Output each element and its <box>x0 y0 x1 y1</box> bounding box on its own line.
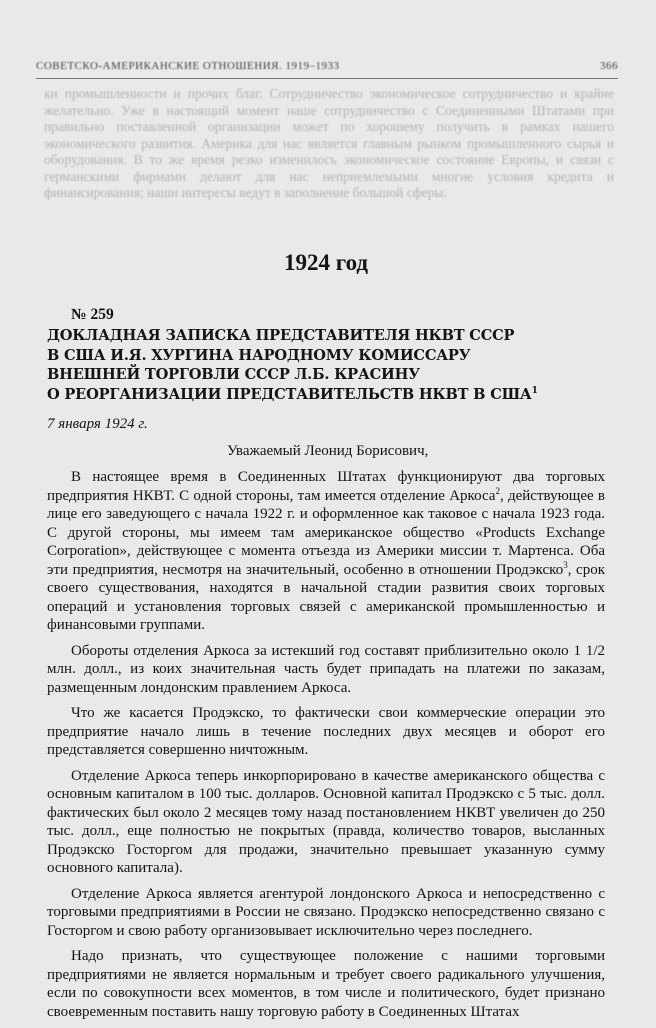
page-number: 366 <box>600 60 618 72</box>
document-title-line: В США И.Я. ХУРГИНА НАРОДНОМУ КОМИССАРУ <box>47 346 471 364</box>
paragraph: Отделение Аркоса теперь инкорпорировано в качестве американского общества с основным капиталом в 100 тыс. долларов. Основной капитал Продэкско с 5 тыс. долл. фактических был около 2 месяцев тому назад постановлением НКВТ увеличен до 250 тыс. долл., еще полностью не покрытых (правда, количество товаров, высланных Продэкско Госторгом для продажи, значительно превышает указанную сумму основного капитала). <box>47 767 605 876</box>
fraction: 1/2 <box>585 642 605 659</box>
footnote-marker: 3 <box>563 559 568 570</box>
paragraph: Обороты отделения Аркоса за истекший год составят приблизительно около 1 1/2 млн. долл., из коих значительная часть будет припадать на платежи по заказам, размещенным лондонским правлением Аркоса. <box>47 642 605 696</box>
document-date: 7 января 1924 г. <box>47 416 148 432</box>
paragraph: Отделение Аркоса является агентурой лондонского Аркоса и непосредственно с торговыми предприятиями в России не связано. Продэкско непосредственно связано с Госторгом и свою работу организовывает исключительно через последнего. <box>47 885 605 939</box>
running-header <box>36 58 618 74</box>
salutation: Уважаемый Леонид Борисович, <box>227 443 429 459</box>
footnote-marker: 1 <box>531 385 538 396</box>
document-number: № 259 <box>71 306 114 323</box>
paragraph: Что же касается Продэкско, то фактически свои коммерческие операции это предприятие начало лишь в течение последних двух месяцев и оборот его представляется совершенно ничтожным. <box>47 705 605 758</box>
document-title-line: ВНЕШНЕЙ ТОРГОВЛИ СССР Л.Б. КРАСИНУ <box>47 366 420 383</box>
bleed-through-text: ки промышленности и прочих благ. Сотрудничество экономическое сотрудничество и крайне желательно. Уже в настоящий момент наше сотрудничество с Соединенными Штатами при правильно поставленной организации может по хорошему получить в рамках нашего экономического развития. Америка для нас является главным рынком промышленного сырья и оборудования. В то же время резко изменилось экономическое состояние Европы, и связи с германскими фирмами делают для нас неприемлемыми многие условия кредита и финансирования; наши интересы ведут в заполнение большой сферы. <box>44 86 614 200</box>
letter-body <box>47 468 605 1021</box>
document-title-line: ДОКЛАДНАЯ ЗАПИСКА ПРЕДСТАВИТЕЛЯ НКВТ СССР <box>47 327 515 344</box>
year-heading: 1924 год <box>283 250 369 275</box>
paragraph: Надо признать, что существующее положение с нашими торговыми предприятиями не является нормальным и требует своего радикального улучшения, если по совокупности всех моментов, в том числе и политического, будет признано своевременным поставить нашу торговую работу в Соединенных Штатах <box>47 948 605 1020</box>
main-content <box>47 250 605 1028</box>
footnote-marker: 2 <box>495 485 500 496</box>
header-rule <box>36 78 618 79</box>
paragraph: В настоящее время в Соединенных Штатах функционируют два торговых предприятия НКВТ. С одной стороны, там имеется отделение Аркоса$^2$, действующее в лице его заведующего с начала 1922 г. и оформленное как таковое с начала 1923 года. С другой стороны, мы имеем там американское общество «Products Exchange Corporation», действующее с момента отъезда из Америки миссии т. Мартенса. Оба эти предприятия, несмотря на значительный, особенно в отношении Продэкско$^3$, срок своего существования, находятся в начальной стадии развития своих торговых операций и установления торговых связей с американской промышленностью и финансовыми группами. <box>47 469 605 633</box>
document-title <box>47 326 605 404</box>
running-header-title: СОВЕТСКО-АМЕРИКАНСКИЕ ОТНОШЕНИЯ. 1919–1933 <box>36 60 340 72</box>
document-title-line: О РЕОРГАНИЗАЦИИ ПРЕДСТАВИТЕЛЬСТВ НКВТ В США$^1$ <box>47 385 538 403</box>
